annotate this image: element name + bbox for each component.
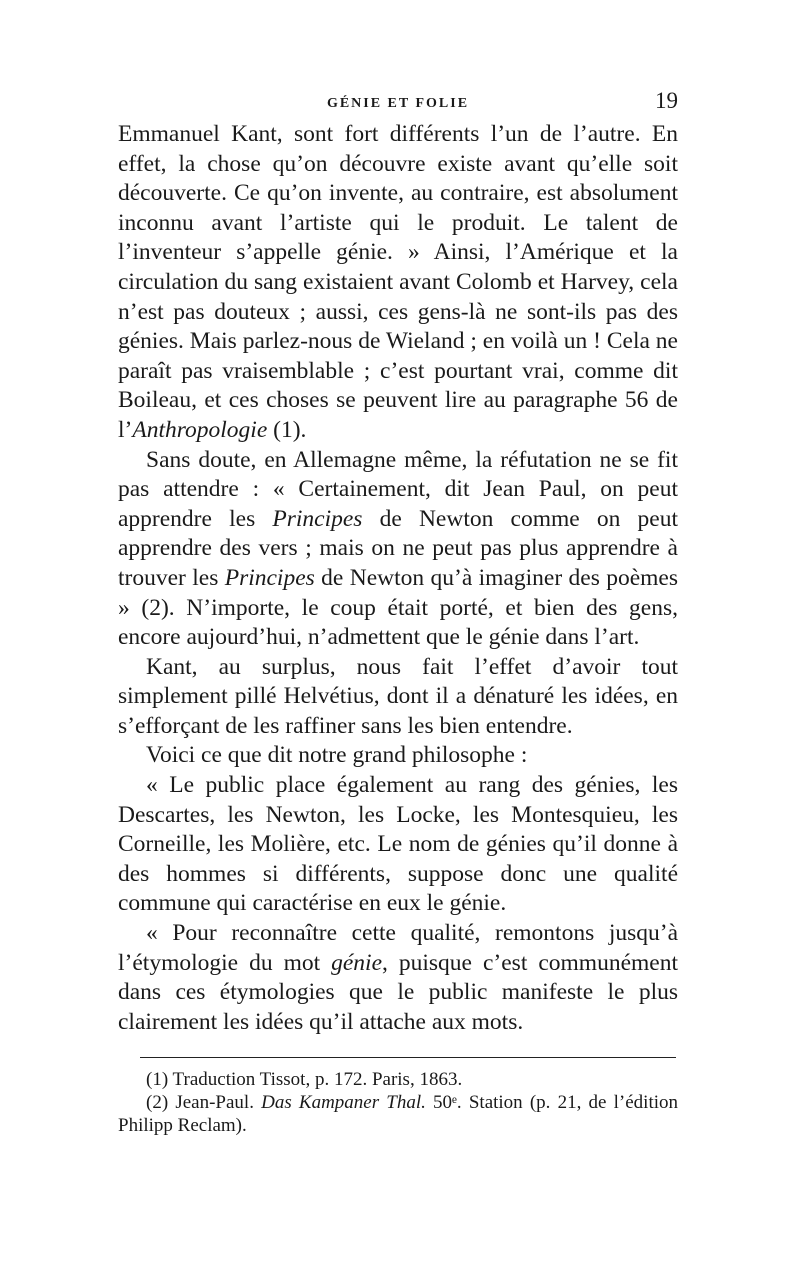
- footnote-2: [118, 1091, 678, 1137]
- paragraph-2: [118, 446, 678, 653]
- paragraph-6-text-a: « Pour reconnaître cette qualité, remontons jusqu’à l’étymologie du mot: [118, 920, 678, 976]
- kampaner-thal-title: Das Kampaner Thal.: [261, 1092, 426, 1113]
- footnote-1: (1) Traduction Tissot, p. 172. Paris, 1863.: [146, 1069, 463, 1090]
- paragraph-1-text: Emmanuel Kant, sont fort différents l’un de l’autre. En effet, la chose qu’on découvre existe avant qu’elle soit découverte. Ce qu’on invente, au contraire, est absolument inconnu avant l’artiste qui le produit. Le talent de l’inventeur s’appelle génie. » Ainsi, l’Amérique et la circulation du sang existaient avant Colomb et Harvey, cela n’est pas douteux ; aussi, ces gens-là ne sont-ils pas des génies. Mais parlez-nous de Wieland ; en voilà un ! Cela ne paraît pas vraisemblable ; c’est pourtant vrai, comme dit Boileau, et ces choses se peuvent lire au paragraphe 56 de l’: [118, 121, 678, 443]
- paragraph-2-text-c: de Newton qu’à imaginer des poèmes » (2). N’importe, le coup était porté, et bien des gens, encore aujourd’hui, n’admettent que le génie dans l’art.: [118, 564, 678, 651]
- principes-title-2: Principes: [224, 564, 315, 591]
- page-number: 19: [655, 88, 678, 113]
- paragraph-2-text-b: de Newton comme on peut apprendre des vers ; mais on ne peut pas plus apprendre à trouver les: [118, 505, 678, 591]
- paragraph-6: [118, 919, 678, 1037]
- paragraph-5: « Le public place également au rang des génies, les Descartes, les Newton, les Locke, les Montesquieu, les Corneille, les Molière, etc. Le nom de génies qu’il donne à des hommes si différents, suppose donc une qualité commune qui caractérise en eux le génie.: [118, 772, 678, 917]
- main-text: [118, 120, 678, 1037]
- paragraph-1-end: (1).: [267, 416, 307, 443]
- paragraph-1: [118, 120, 678, 446]
- anthropologie-title: Anthropologie: [132, 416, 268, 443]
- footnote-2-text-a: (2) Jean-Paul.: [146, 1092, 262, 1113]
- paragraph-3: Kant, au surplus, nous fait l’effet d’avoir tout simplement pillé Helvétius, dont il a dénaturé les idées, en s’efforçant de les raffiner sans les bien entendre.: [118, 653, 678, 739]
- running-title: GÉNIE ET FOLIE: [326, 96, 470, 111]
- running-head: [118, 88, 678, 118]
- paragraph-2-text-a: Sans doute, en Allemagne même, la réfutation ne se fit pas attendre : « Certainement, dit Jean Paul, on peut apprendre les: [118, 446, 678, 532]
- paragraph-4: Voici ce que dit notre grand philosophe :: [146, 742, 528, 769]
- paragraph-6-text-b: , puisque c’est communément dans ces étymologies que le public manifeste le plus clairement les idées qu’il attache aux mots.: [118, 949, 678, 1035]
- footnote-rule: [140, 1057, 676, 1058]
- footnotes: [118, 1068, 678, 1137]
- principes-title-1: Principes: [272, 505, 363, 532]
- footnote-2-text-b: 50ᵉ. Station (p. 21, de l’édition Philipp Reclam).: [118, 1092, 678, 1136]
- genie-word: génie: [331, 949, 383, 976]
